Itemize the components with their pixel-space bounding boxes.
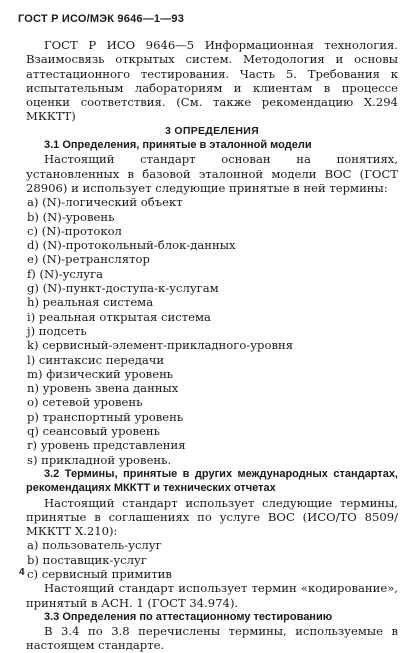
page-body <box>26 38 398 653</box>
list-item: a) пользователь-услуг <box>27 538 162 553</box>
list-item: j) подсеть <box>27 323 87 338</box>
list-item: k) сервисный-элемент-прикладного-уровня <box>27 338 294 353</box>
subsection-3-2-text: Настоящий стандарт использует следующие термины, принятые в соглашениях по услуге ВОС (ИСО/ТО 8509/МККТТ Х.210): <box>26 495 398 539</box>
list-item: e) (N)-ретранслятор <box>27 252 150 267</box>
list-item: q) сеансовый уровень <box>27 424 160 439</box>
list-item: i) реальная открытая система <box>27 309 211 324</box>
intro-paragraph: ГОСТ Р ИСО 9646—5 Информационная технология. Взаимосвязь открытых систем. Методология и основы аттестационного тестирования. Часть 5. Требования к испытательным лабораториям и клиентам в процессе оценки соответствия. (См. также рекомендацию Х.294 МККТТ) <box>26 38 398 124</box>
subsection-3-2-title: 3.2 Термины, принятые в других международных стандартах, рекомендациях МККТТ и технических отчетах <box>26 467 398 495</box>
list-item: p) транспортный уровень <box>27 409 184 424</box>
list-item: m) физический уровень <box>27 366 174 381</box>
running-header: ГОСТ Р ИСО/МЭК 9646—1—93 <box>18 13 185 25</box>
terms-list-3-1 <box>26 195 398 467</box>
list-item: g) (N)-пункт-доступа-к-услугам <box>27 281 219 296</box>
list-item: r) уровень представления <box>27 438 186 453</box>
list-item: b) поставщик-услуг <box>27 552 147 567</box>
list-item: h) реальная система <box>27 295 154 310</box>
subsection-3-1-text: Настоящий стандарт основан на понятиях, установленных в базовой эталонной модели ВОС (ГОСТ 28906) и использует следующие принятые в ней термины: <box>26 152 398 195</box>
list-item: n) уровень звена данных <box>27 381 179 396</box>
section-title: 3 ОПРЕДЕЛЕНИЯ <box>165 124 259 137</box>
terms-list-3-2 <box>26 538 398 581</box>
list-item: o) сетевой уровень <box>27 395 143 410</box>
list-item: f) (N)-услуга <box>27 266 104 281</box>
list-item: s) прикладной уровень. <box>27 452 172 467</box>
page-number: 4 <box>19 567 25 578</box>
list-item: a) (N)-логический объект <box>27 195 183 210</box>
subsection-3-2-text-2: Настоящий стандарт использует термин «кодирование», принятый в АСН. 1 (ГОСТ 34.974). <box>26 581 398 610</box>
list-item: c) (N)-протокол <box>27 223 122 238</box>
list-item: d) (N)-протокольный-блок-данных <box>27 238 236 253</box>
list-item: l) синтаксис передачи <box>27 352 165 367</box>
subsection-3-3-text: В 3.4 по 3.8 перечислены термины, используемые в настоящем стандарте. <box>26 624 398 653</box>
list-item: c) сервисный примитив <box>27 566 172 581</box>
subsection-3-1-title: 3.1 Определения, принятые в эталонной модели <box>44 139 312 152</box>
subsection-3-3-title: 3.3 Определения по аттестационному тестированию <box>44 610 333 623</box>
list-item: b) (N)-уровень <box>27 209 115 224</box>
